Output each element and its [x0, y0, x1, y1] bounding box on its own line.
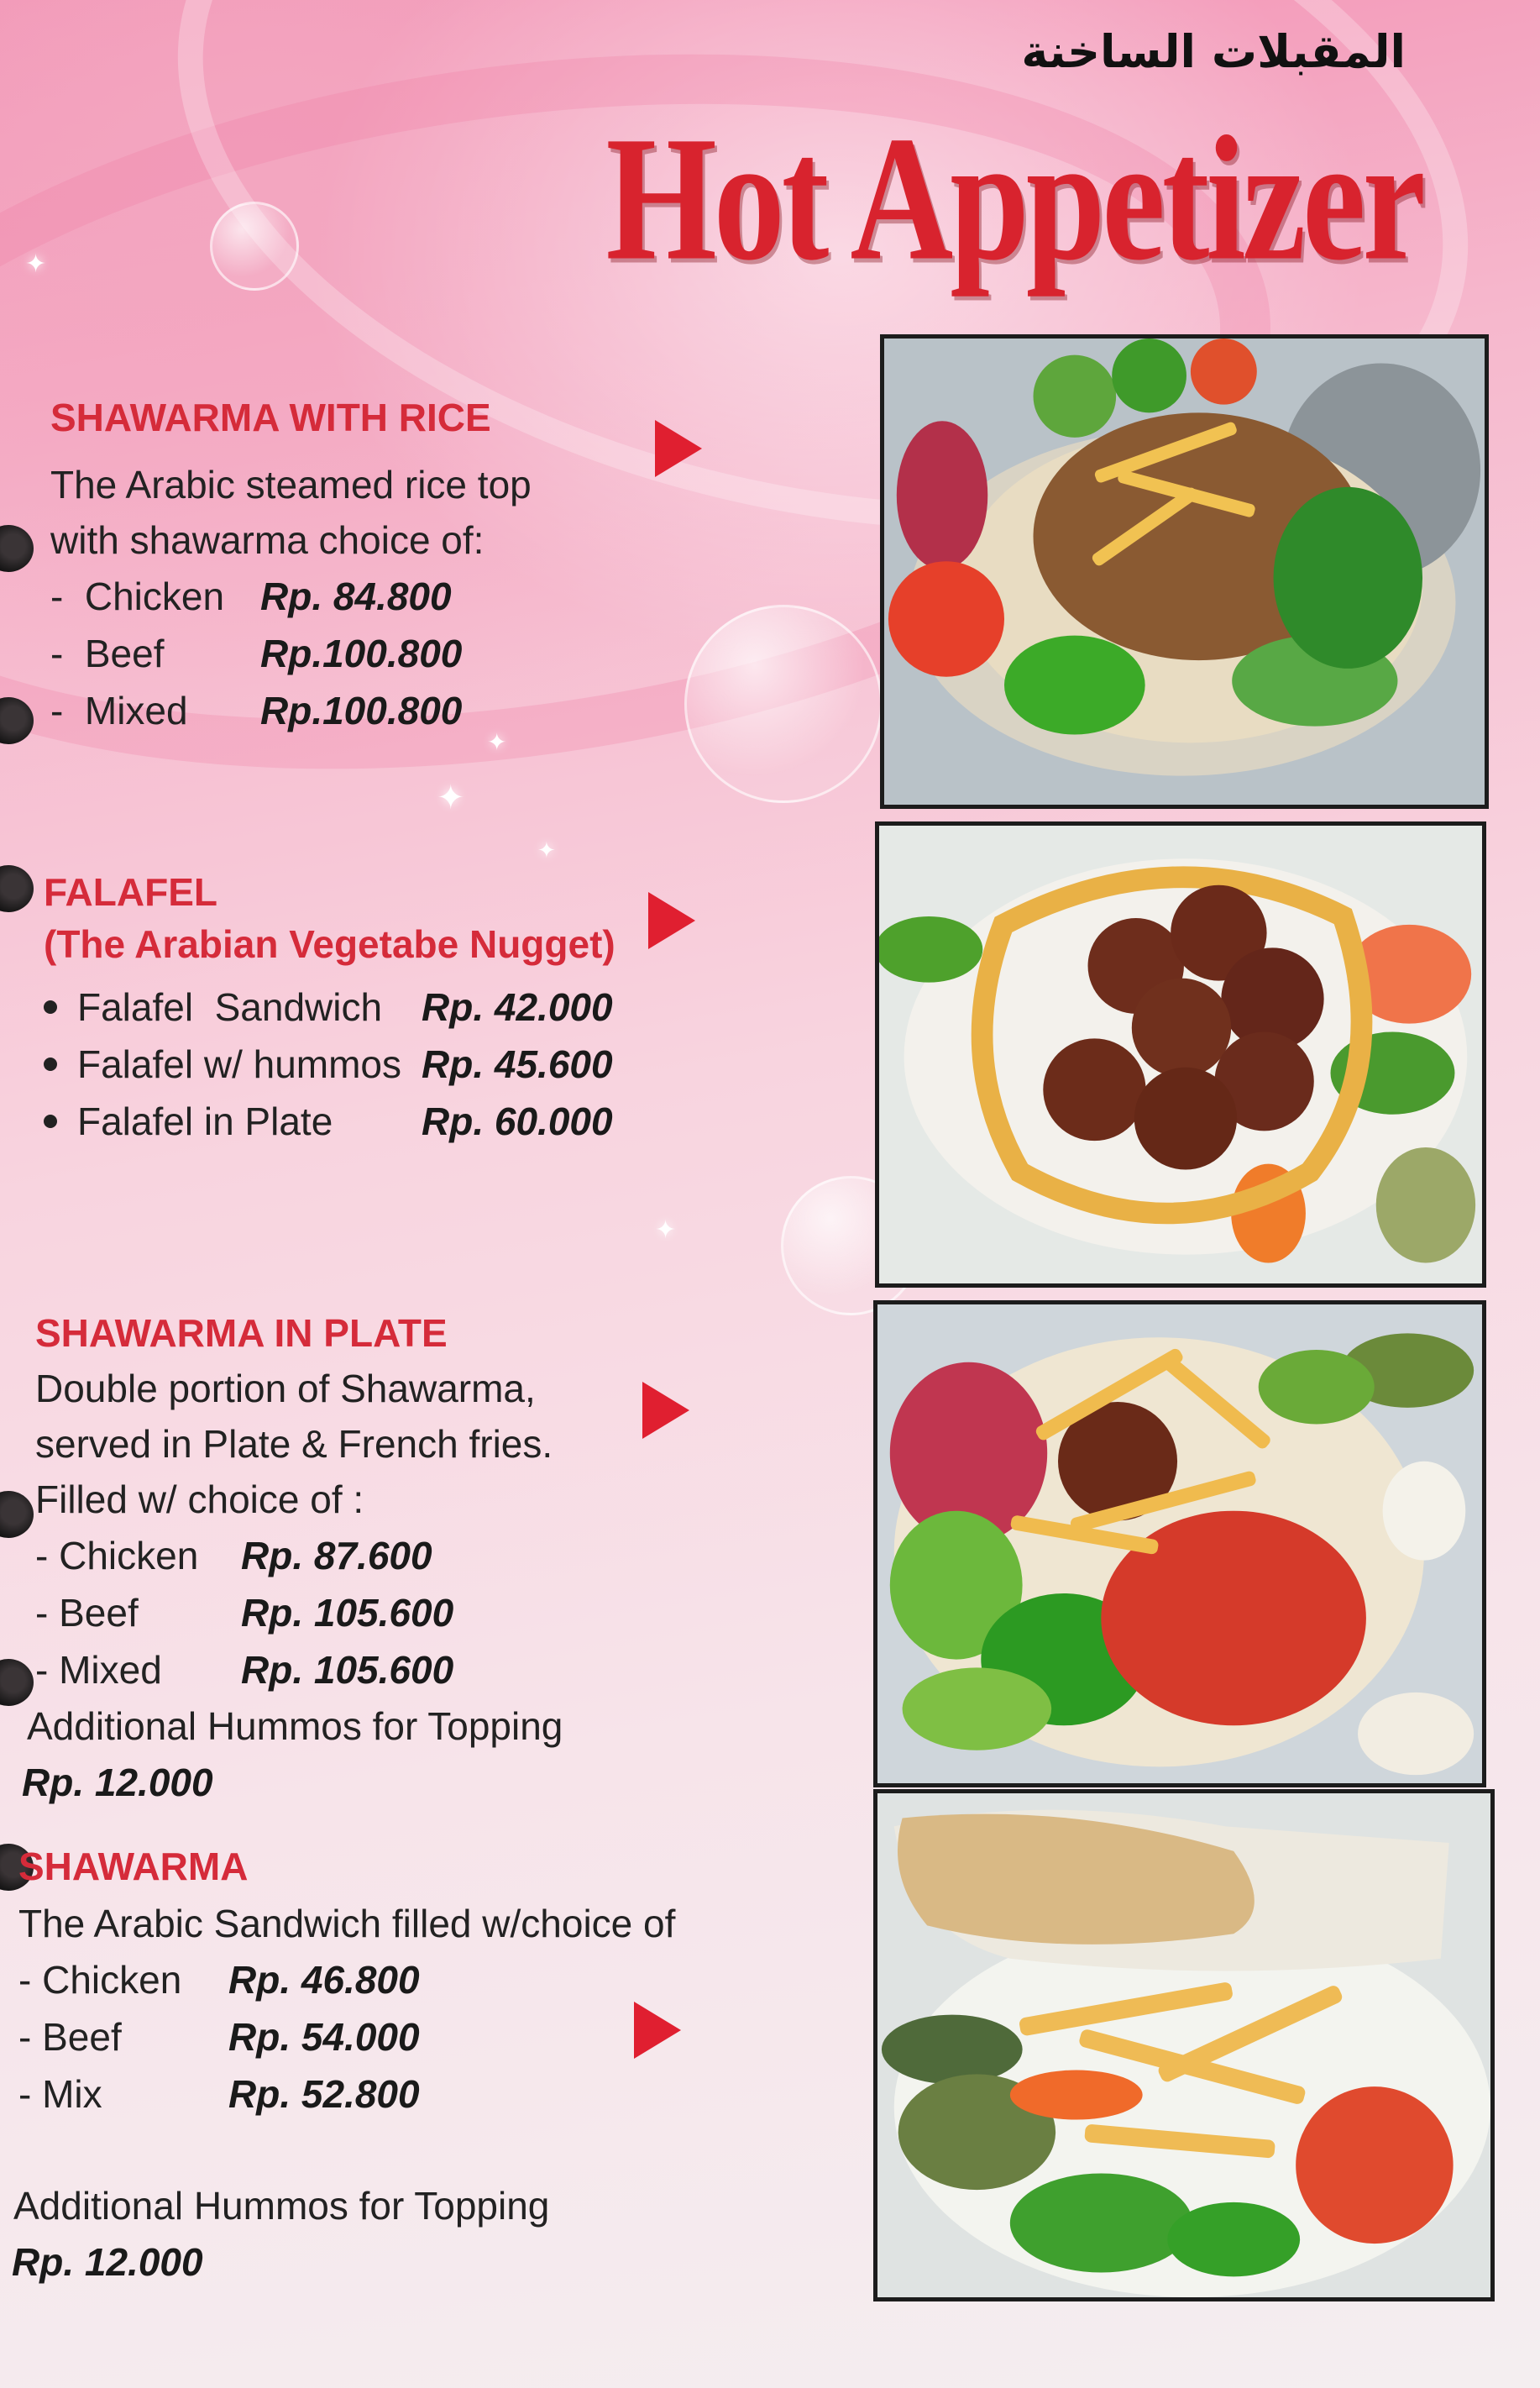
menu-item [44, 1036, 883, 1093]
section-title: SHAWARMA IN PLATE [35, 1311, 448, 1355]
menu-item [44, 979, 883, 1036]
menu-section-shawarma-rice [50, 395, 890, 739]
item-price: Rp. 87.600 [241, 1534, 432, 1577]
binder-hole [0, 865, 34, 912]
sparkle-decoration: ✦ [437, 779, 465, 817]
item-price: Rp. 84.800 [260, 575, 452, 618]
item-label: - Mixed [35, 1648, 162, 1692]
description-line: The Arabic steamed rice top [50, 463, 532, 506]
arabic-title: المقبلات الساخنة [1021, 25, 1406, 78]
item-price: Rp. 42.000 [422, 985, 613, 1029]
binder-hole [0, 525, 34, 572]
item-label: - Beef [35, 1591, 139, 1635]
sparkle-decoration: ✦ [487, 728, 507, 756]
item-label: - Chicken [35, 1534, 199, 1577]
description-line: with shawarma choice of: [50, 518, 485, 562]
description-line: served in Plate & French fries. [35, 1422, 553, 1466]
section-subtitle: (The Arabian Vegetabe Nugget) [44, 922, 615, 966]
description-line: Filled w/ choice of : [35, 1477, 364, 1521]
item-label: Falafel Sandwich [77, 985, 383, 1029]
extra-label: Additional Hummos for Topping [27, 1704, 563, 1748]
item-label: - Chicken [50, 575, 225, 618]
menu-section-shawarma-plate [22, 1310, 875, 1811]
extra-price: Rp. 12.000 [12, 2240, 203, 2284]
menu-item [35, 1584, 875, 1641]
item-price: Rp. 46.800 [228, 1958, 420, 2002]
item-price: Rp. 105.600 [241, 1591, 454, 1635]
shawarma-sandwich-photo [873, 1789, 1495, 2301]
menu-section-falafel [44, 869, 883, 1150]
section-title: SHAWARMA WITH RICE [50, 396, 491, 439]
section-title: FALAFEL [44, 870, 217, 914]
item-label: Falafel in Plate [77, 1100, 333, 1143]
description-line: Double portion of Shawarma, [35, 1367, 536, 1410]
item-price: Rp.100.800 [260, 689, 463, 732]
falafel-photo [875, 821, 1486, 1288]
item-price: Rp. 52.800 [228, 2072, 420, 2116]
description-line: The Arabic Sandwich filled w/choice of [18, 1902, 676, 1945]
binder-hole [0, 697, 34, 744]
page-title: Hot Appetizer [605, 99, 1422, 297]
extra-label: Additional Hummos for Topping [13, 2184, 550, 2228]
menu-item [18, 2008, 858, 2065]
item-price: Rp. 45.600 [422, 1042, 613, 1086]
menu-item [50, 682, 890, 739]
menu-item [35, 1641, 875, 1698]
sparkle-decoration: ✦ [537, 838, 556, 863]
bullet-icon [44, 1115, 57, 1128]
menu-item [50, 625, 890, 682]
item-price: Rp. 60.000 [422, 1100, 613, 1143]
menu-item [18, 2065, 858, 2123]
binder-hole [0, 1491, 34, 1538]
item-label: - Beef [18, 2015, 122, 2059]
item-label: Falafel w/ hummos [77, 1042, 402, 1086]
extra-price: Rp. 12.000 [22, 1761, 213, 1804]
section-title: SHAWARMA [18, 1845, 249, 1888]
item-label: - Mixed [50, 689, 188, 732]
menu-item [44, 1093, 883, 1150]
bullet-icon [44, 1000, 57, 1014]
item-label: - Chicken [18, 1958, 182, 2002]
item-price: Rp. 105.600 [241, 1648, 454, 1692]
pointer-arrow-icon [655, 420, 702, 477]
bubble-decoration [210, 202, 299, 291]
sparkle-decoration: ✦ [25, 249, 47, 279]
pointer-arrow-icon [634, 2002, 681, 2059]
sparkle-decoration: ✦ [655, 1215, 677, 1245]
item-price: Rp.100.800 [260, 632, 463, 675]
item-label: - Mix [18, 2072, 102, 2116]
item-price: Rp. 54.000 [228, 2015, 420, 2059]
menu-item [35, 1527, 875, 1584]
pointer-arrow-icon [648, 892, 695, 949]
shawarma-rice-photo [880, 334, 1489, 809]
item-label: - Beef [50, 632, 165, 675]
menu-item [50, 568, 890, 625]
menu-section-shawarma [12, 1844, 858, 2291]
shawarma-plate-photo [873, 1300, 1486, 1787]
menu-item [18, 1951, 858, 2008]
pointer-arrow-icon [642, 1382, 689, 1439]
bullet-icon [44, 1058, 57, 1071]
